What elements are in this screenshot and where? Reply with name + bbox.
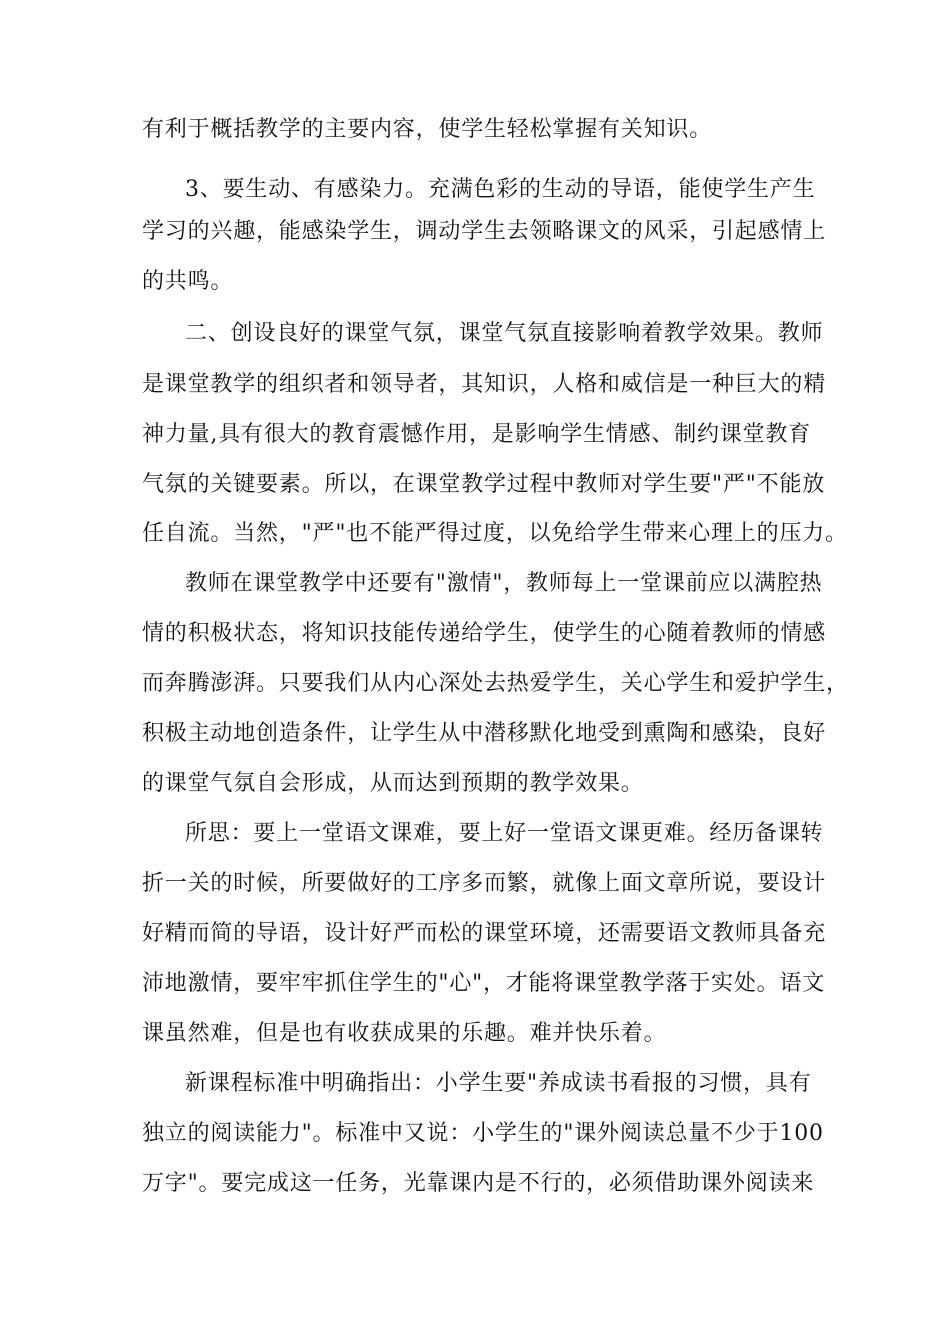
text-line: 独立的阅读能力"。标准中又说：小学生的"课外阅读总量不少于100 — [142, 1121, 824, 1146]
text-line: 积极主动地创造条件，让学生从中潜移默化地受到熏陶和感染，良好 — [142, 721, 827, 746]
text-line: 神力量,具有很大的教育震憾作用，是影响学生情感、制约课堂教育 — [142, 422, 811, 447]
text-line: 是课堂教学的组织者和领导者，其知识，人格和威信是一种巨大的精 — [142, 372, 827, 397]
text-line: 学习的兴趣，能感染学生，调动学生去领略课文的风采，引起感情上 — [142, 219, 827, 244]
text-line: 而奔腾澎湃。只要我们从内心深处去热爱学生，关心学生和爱护学生， — [142, 671, 849, 696]
text-line: 折一关的时候，所要做好的工序多而繁，就像上面文章所说，要设计 — [142, 871, 827, 896]
text-line: 教师在课堂教学中还要有"激情"，教师每上一堂课前应以满腔热 — [185, 571, 823, 596]
text-line: 万字"。要完成这一任务，光靠课内是不行的，必须借助课外阅读来 — [142, 1171, 815, 1196]
text-line: 新课程标准中明确指出：小学生要"养成读书看报的习惯，具有 — [185, 1071, 812, 1096]
text-line: 二、创设良好的课堂气氛，课堂气氛直接影响着教学效果。教师 — [185, 321, 824, 346]
text-line: 所思：要上一堂语文课难，要上好一堂语文课更难。经历备课转 — [185, 821, 824, 846]
text-line: 的共鸣。 — [142, 269, 234, 294]
text-line: 气氛的关键要素。所以，在课堂教学过程中教师对学生要"严"不能放 — [142, 472, 826, 497]
text-line: 有利于概括教学的主要内容，使学生轻松掌握有关知识。 — [142, 117, 713, 142]
text-line: 的课堂气氛自会形成，从而达到预期的教学效果。 — [142, 771, 644, 796]
text-line: 3、要生动、有感染力。充满色彩的生动的导语，能使学生产生 — [185, 177, 816, 202]
text-line: 情的积极状态，将知识技能传递给学生，使学生的心随着教师的情感 — [142, 621, 827, 646]
text-line: 课虽然难，但是也有收获成果的乐趣。难并快乐着。 — [142, 1021, 667, 1046]
text-line: 沛地激情，要牢牢抓住学生的"心"，才能将课堂教学落于实处。语文 — [142, 971, 826, 996]
text-line: 任自流。当然，"严"也不能严得过度，以免给学生带来心理上的压力。 — [142, 521, 848, 546]
text-line: 好精而简的导语，设计好严而松的课堂环境，还需要语文教师具备充 — [142, 921, 827, 946]
